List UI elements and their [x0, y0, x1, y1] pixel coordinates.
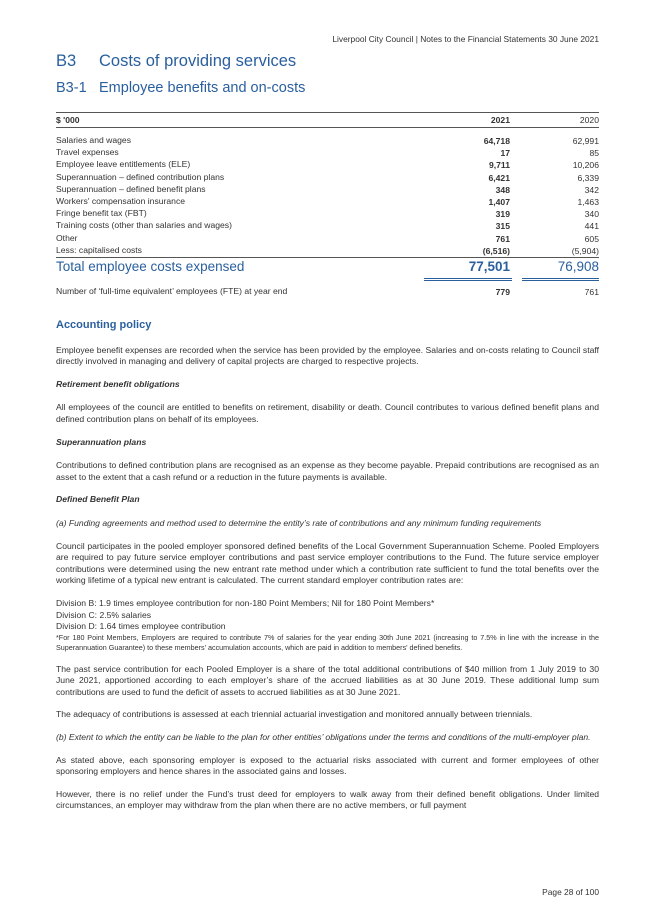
row-value-2021: 17	[500, 148, 510, 159]
col-2021-header: 2021	[490, 115, 510, 125]
division-b: Division B: 1.9 times employee contribution for non-180 Point Members; Nil for 180 Point Members*	[56, 597, 435, 608]
total-label: Total employee costs expensed	[56, 258, 245, 274]
table-row	[56, 135, 599, 147]
unit-label: $ '000	[56, 115, 80, 125]
section-heading	[56, 52, 296, 71]
row-value-2021: 319	[495, 209, 510, 220]
total-value-2020: 76,908	[557, 258, 599, 274]
funding-agreements-heading: (a) Funding agreements and method used to determine the entity’s rate of contributions and any minimum funding requirements	[56, 517, 542, 528]
table-row	[56, 208, 599, 220]
row-value-2020: 6,339	[577, 172, 599, 183]
table-row	[56, 245, 599, 258]
section-title: Costs of providing services	[99, 52, 297, 70]
row-value-2021: 348	[495, 184, 510, 195]
row-value-2020: 62,991	[572, 136, 599, 146]
row-value-2020: 441	[584, 221, 599, 232]
table-header	[56, 112, 599, 128]
row-value-2021: (6,516)	[482, 245, 510, 256]
page-number: Page 28 of 100	[542, 887, 599, 897]
total-value-2021: 77,501	[468, 258, 510, 274]
row-label: Other	[56, 232, 78, 243]
retirement-paragraph: All employees of the council are entitled to benefits on retirement, disability or death. Council contributes to various defined benefit plans and defined contribution plans on behalf of its employees.	[56, 402, 599, 424]
row-label: Training costs (other than salaries and wages)	[56, 220, 232, 231]
row-label: Superannuation – defined benefit plans	[56, 183, 206, 194]
subsection-heading	[56, 80, 305, 96]
row-label: Superannuation – defined contribution plans	[56, 171, 225, 182]
fte-label: Number of ‘full-time equivalent’ employees (FTE) at year end	[56, 285, 288, 296]
row-value-2020: 605	[584, 233, 599, 244]
row-label: Travel expenses	[56, 147, 119, 158]
row-value-2020: 10,206	[572, 160, 599, 171]
row-value-2021: 315	[495, 221, 510, 232]
policy-paragraph: Employee benefit expenses are recorded when the service has been provided by the employee. Salaries and on-costs relating to Council staff directly involved in managing and delivery of capital projects are charged to respective projects.	[56, 344, 599, 367]
fte-value-2021: 779	[495, 286, 510, 297]
liability-heading: (b) Extent to which the entity can be liable to the plan for other entities’ obligations under the terms and conditions of the multi-employer plan.	[56, 732, 591, 743]
row-value-2021: 761	[495, 233, 510, 244]
fte-value-2020: 761	[584, 286, 599, 297]
row-label: Salaries and wages	[56, 135, 132, 145]
adequacy-paragraph: The adequacy of contributions is assessed at each triennial actuarial investigation and monitored annually between triennials.	[56, 709, 533, 720]
row-label: Workers' compensation insurance	[56, 195, 186, 206]
division-d: Division D: 1.64 times employee contribution	[56, 621, 226, 632]
row-value-2021: 9,711	[488, 160, 510, 171]
policy-body	[56, 320, 599, 823]
fte-row	[56, 281, 599, 295]
row-value-2020: (5,904)	[571, 245, 599, 256]
footnote: *For 180 Point Members, Employers are required to contribute 7% of salaries for the year ending 30th June 2021 (increasing to 7.5% in line with the increase in the Superannuation Guarantee) to these members' accumulation accounts, which are paid in addition to members' defined benefits.	[56, 632, 599, 652]
row-value-2020: 342	[584, 184, 599, 195]
actuarial-risk-paragraph: As stated above, each sponsoring employer is exposed to the actuarial risks associated with current and former employees of other sponsoring employers and hence shares in the associated gains and losses.	[56, 754, 599, 777]
page-header: Liverpool City Council | Notes to the Financial Statements 30 June 2021	[332, 34, 599, 44]
superannuation-heading: Superannuation plans	[56, 436, 147, 447]
table-row	[56, 233, 599, 245]
table-row	[56, 184, 599, 196]
table-row	[56, 172, 599, 184]
table-row	[56, 196, 599, 208]
row-label: Employee leave entitlements (ELE)	[56, 159, 191, 170]
withdrawal-paragraph: However, there is no relief under the Fund’s trust deed for employers to walk away from their defined benefit obligations. Under limited circumstances, an employer may withdraw from the plan when there are no active members, or full payment	[56, 788, 599, 811]
row-value-2020: 1,463	[577, 196, 599, 207]
row-value-2020: 85	[589, 148, 599, 159]
employee-costs-table	[56, 112, 599, 295]
col-2020-header: 2020	[579, 115, 599, 125]
row-value-2021: 6,421	[488, 172, 510, 183]
past-service-paragraph: The past service contribution for each Pooled Employer is a share of the total additional contributions of $40 million from 1 July 2019 to 30 June 2021, apportioned according to each employer’s share of the accrued liabilities as at 30 June 2019. These additional lump sum contributions are used to fund the deficit of assets to accrued liabilities as at 30 June 2021.	[56, 663, 599, 697]
division-c: Division C: 2.5% salaries	[56, 609, 152, 620]
table-row	[56, 159, 599, 171]
superannuation-paragraph: Contributions to defined contribution plans are recognised as an expense as they become payable. Prepaid contributions are recognised as an asset to the extent that a cash refund or a reduction in the future payments is available.	[56, 460, 599, 482]
row-label: Fringe benefit tax (FBT)	[56, 208, 147, 219]
policy-heading: Accounting policy	[56, 319, 152, 331]
row-label: Less: capitalised costs	[56, 244, 142, 255]
row-value-2020: 340	[584, 209, 599, 220]
table-row	[56, 147, 599, 159]
retirement-heading: Retirement benefit obligations	[56, 378, 180, 389]
section-code: B3	[56, 52, 77, 70]
total-row	[56, 258, 599, 279]
row-value-2021: 1,407	[488, 196, 510, 207]
table-body	[56, 135, 599, 258]
defined-benefit-heading: Defined Benefit Plan	[56, 494, 140, 505]
row-value-2021: 64,718	[483, 136, 510, 146]
funding-paragraph: Council participates in the pooled employer sponsored defined benefits of the Local Government Superannuation Scheme. Pooled Employers are required to pay future service employer contributions and past service employer contributions to the Fund. The future service employer contributions were determined using the new entrant rate method under which a contribution rate sufficient to fund the total benefits over the working lifetime of a typical new entrant is calculated. The current standard employer contribution rates are:	[56, 540, 599, 586]
table-row	[56, 220, 599, 232]
subsection-title: Employee benefits and on-costs	[99, 80, 306, 96]
subsection-code: B3-1	[56, 80, 87, 96]
